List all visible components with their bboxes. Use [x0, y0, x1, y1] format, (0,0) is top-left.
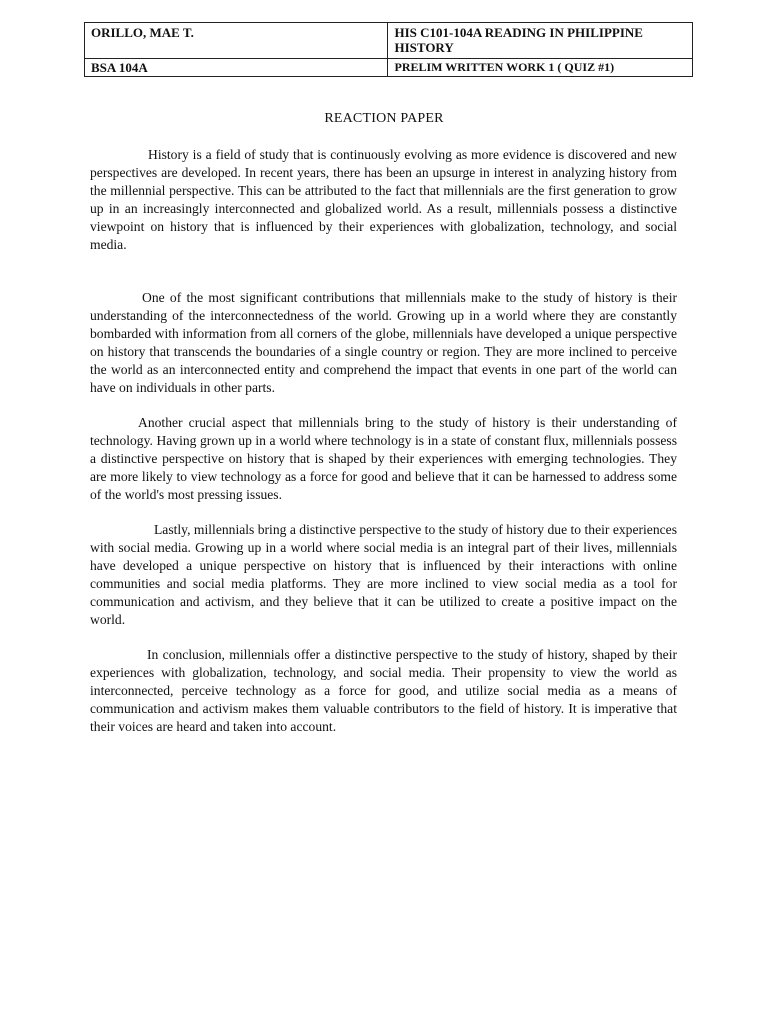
student-section: BSA 104A — [85, 59, 388, 77]
paragraph-conclusion: In conclusion, millennials offer a distinctive perspective to the study of history, shaped by their experiences with globalization, technology, and social media. Their propensity to view the world as interconnected, perceive technology as a force for good, and utilize social media as a means of communication and activism makes them valuable contributors to the field of history. It is imperative that their voices are heard and taken into account. — [90, 647, 677, 734]
student-info-table — [84, 22, 693, 77]
assessment-title: PRELIM WRITTEN WORK 1 ( QUIZ #1) — [388, 59, 693, 77]
header-row — [85, 23, 693, 59]
paragraph-social-media: Lastly, millennials bring a distinctive perspective to the study of history due to their experiences with social media. Growing up in a world where social media is an integral part of their lives, millennials have developed a unique perspective on history that is influenced by their interactions with online communities and social media platforms. They are more inclined to view social media as a tool for communication and activism, and they believe that it can be utilized to create a positive impact on the world. — [90, 522, 677, 627]
document-title: REACTION PAPER — [324, 111, 444, 126]
student-name: ORILLO, MAE T. — [85, 23, 388, 59]
course-title: HIS C101-104A READING IN PHILIPPINE HISTORY — [388, 23, 693, 59]
paragraph-interconnectedness: One of the most significant contributions that millennials make to the study of history is their understanding of the interconnectedness of the world. Growing up in a world where they are constantly bombarded with information from all corners of the globe, millennials have developed a unique perspective on history that transcends the boundaries of a single country or region. They are more inclined to perceive the world as an interconnected entity and comprehend the impact that events in one part of the world can have on individuals in other parts. — [90, 290, 677, 395]
header-row — [85, 59, 693, 77]
paragraph-technology: Another crucial aspect that millennials bring to the study of history is their understanding of technology. Having grown up in a world where technology is in a state of constant flux, millennials possess a distinctive perspective on history that is shaped by their experiences with emerging technologies. They are more likely to view technology as a force for good and believe that it can be harnessed to address some of the world's most pressing issues. — [90, 415, 677, 502]
paragraph-introduction: History is a field of study that is continuously evolving as more evidence is discovered and new perspectives are developed. In recent years, there has been an upsurge in interest in analyzing history from the millennial perspective. This can be attributed to the fact that millennials are the first generation to grow up in an increasingly interconnected and globalized world. As a result, millennials possess a distinctive viewpoint on history that is influenced by their experiences with globalization, technology, and social media. — [90, 147, 677, 252]
